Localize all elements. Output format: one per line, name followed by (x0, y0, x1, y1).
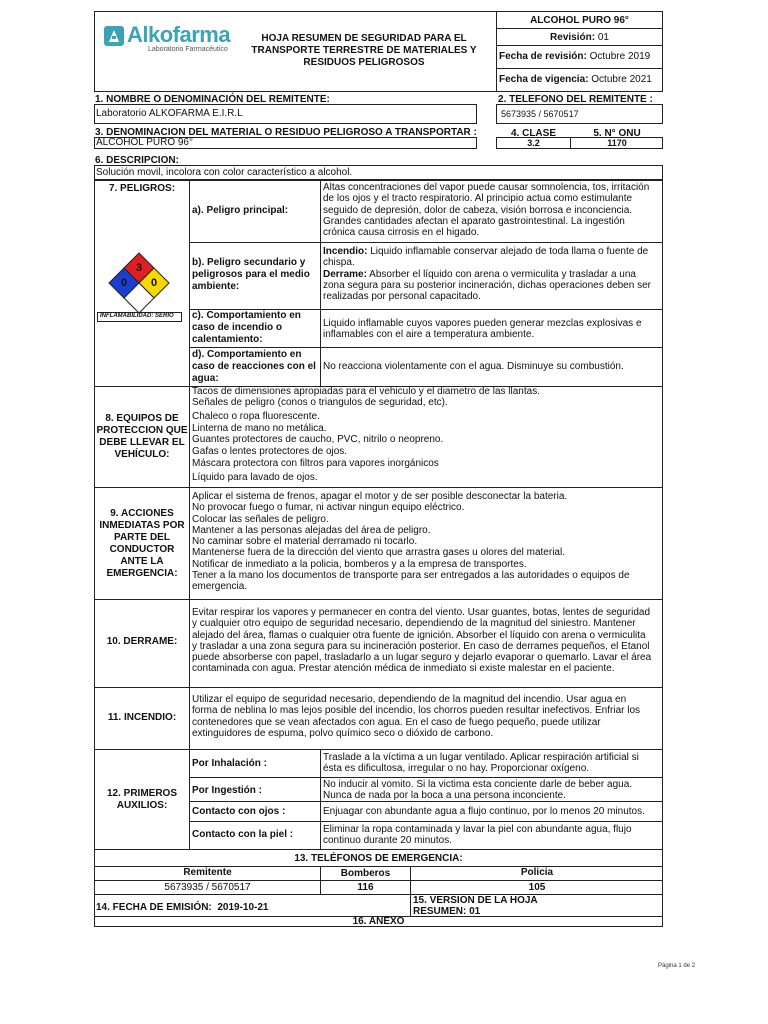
skin-contact-label: Contacto con la piel : (192, 829, 294, 840)
skin-contact-text: Eliminar la ropa contaminada y lavar la piel con abundante agua, flujo continuo durante 20 minutos. (323, 824, 632, 847)
issue-date-field: 14. FECHA DE EMISIÓN: 2019-10-21 (96, 902, 269, 913)
list-item: Colocar las señales de peligro. (192, 513, 329, 525)
nfpa-reactivity: 0 (150, 277, 158, 289)
phone-header-police: Policia (520, 867, 554, 878)
sender-phone-value: 5673935 / 5670517 (501, 109, 579, 119)
phone-header-firefighters: Bomberos (340, 868, 391, 879)
revision-field: Revisión: 01 (550, 32, 609, 43)
class-label: 4. CLASE (510, 128, 556, 139)
list-item: Tener a la mano los documentos de transporte para ser entregados a las autoridades o equipos de emergencia. (192, 570, 630, 593)
inhalation-text: Traslade a la víctima a un lugar ventilado. Aplicar respiración artificial si ésta es dificultosa, irregular o no hay. Proporcionar oxígeno. (323, 752, 639, 775)
secondary-hazard-label: b). Peligro secundario y peligrosos para el medio ambiente: (192, 257, 310, 292)
brand-name: Alkofarma (127, 22, 231, 47)
list-item: No provocar fuego o fumar, ni activar ningun equipo eléctrico. (192, 502, 465, 514)
secondary-hazard-text: Incendio: Liquido inflamable conservar alejado de toda llama o fuente de chispa. Derrame: Absorber el líquido con arena o vermiculita y trasladar a una zona segura para su posterior incineración, dichas operaciones deben ser realizadas por personal capacitado. (323, 246, 651, 303)
spill-label: 10. DERRAME: (106, 636, 178, 647)
un-number-value: 1170 (607, 138, 627, 148)
water-reaction-text: No reacciona violentamente con el agua. Disminuye su combustión. (323, 361, 624, 372)
list-item: Chaleco o ropa fluorescente. (192, 410, 320, 422)
un-number-label: 5. N° ONU (593, 128, 641, 139)
list-item: No caminar sobre el material derramado ni tocarlo. (192, 536, 418, 548)
nfpa-health: 0 (120, 277, 128, 289)
phone-header-sender: Remitente (183, 867, 232, 878)
spill-text: Evitar respirar los vapores y permanecer en contra del viento. Usar guantes, botas, lentes de seguridad y cualquier otro equipo de seguridad necesario, dependiendo de la magnitud del siniestro. Mantener alejado del área, flamas o cualquier otra fuente de ignición. Absorber el líquido con arena o vermiculita y trasladar a una zona segura para su incineración posterior. En caso de derrames pequeños, el Etanol puede absorberse con papel, trasladarlo a un lugar seguro y dejarlo evaporar o quemarlo. Lavar el área contaminada con agua. Prestar atención médica de inmediato si existe malestar en el paciente. (192, 607, 652, 675)
phone-firefighters: 116 (357, 882, 374, 893)
eye-contact-label: Contacto con ojos : (192, 806, 286, 817)
protective-equipment-list (192, 386, 660, 483)
list-item: Mantenerse fuera de la dirección del viento que arrastra gases u olores del material. (192, 547, 565, 559)
protective-equipment-label: 8. EQUIPOS DE PROTECCION QUE DEBE LLEVAR EL VEHÍCULO: (96, 413, 188, 460)
validity-date-field: Fecha de vigencia: Octubre 2021 (499, 74, 652, 85)
description-label: 6. DESCRIPCION: (95, 155, 179, 166)
list-item: Aplicar el sistema de frenos, apagar el motor y de ser posible desconectar la bateria. (192, 491, 568, 502)
inhalation-label: Por Inhalación : (192, 758, 268, 769)
list-item: Líquido para lavado de ojos. (192, 472, 318, 484)
list-item: Señales de peligro (conos o triangulos de seguridad, etc). (192, 397, 448, 409)
material-label: 3. DENOMINACION DEL MATERIAL O RESIDUO PELIGROSO A TRANSPORTAR : (95, 127, 477, 138)
nfpa-flammability: 3 (135, 262, 143, 274)
description-value: Solución movil, incolora con color característico a alcohol. (96, 167, 353, 178)
product-name: ALCOHOL PURO 96° (530, 15, 629, 26)
fire-behavior-label: c). Comportamiento en caso de incendio o calentamiento: (192, 310, 301, 345)
primary-hazard-text: Altas concentraciones del vapor puede causar somnolencia, tos, irritación de los ojos y el tracto respiratorio. Al principio actua como estimulante seguido de depresión, dolor de cabeza, visión borrosa e inconciencia. Grandes cantidades afectan el aparato gastrointestinal. La ingestión crónica causa cirrosis en el higado. (323, 182, 650, 239)
alkofarma-logo-icon (104, 26, 124, 46)
phone-sender: 5673935 / 5670517 (164, 882, 251, 893)
water-reaction-label: d). Comportamiento en caso de reacciones con el agua: (192, 349, 316, 384)
material-value: ALCOHOL PURO 96° (96, 137, 193, 148)
list-item: Gafas o lentes protectores de ojos. (192, 446, 348, 458)
list-item: Guantes protectores de caucho, PVC, nitrilo o neopreno. (192, 434, 444, 446)
immediate-actions-list (192, 491, 660, 593)
annex-label: 16. ANEXO (352, 916, 405, 927)
eye-contact-text: Enjuagar con abundante agua a flujo continuo, por lo menos 20 minutos. (323, 806, 645, 817)
sender-phone-label: 2. TELEFONO DEL REMITENTE : (498, 94, 653, 105)
revision-date-field: Fecha de revisión: Octubre 2019 (499, 51, 651, 62)
list-item: Tacos de dimensiones apropiadas para el vehiculo y el diametro de las llantas. (192, 386, 540, 397)
list-item: Linterna de mano no metálica. (192, 422, 327, 434)
version-field: 15. VERSION DE LA HOJA RESUMEN: 01 (413, 895, 538, 917)
emergency-phones-label: 13. TELÉFONOS DE EMERGENCIA: (294, 853, 463, 864)
document-title: HOJA RESUMEN DE SEGURIDAD PARA EL TRANSPORTE TERRESTRE DE MATERIALES Y RESIDUOS PELIGROSOS (251, 33, 477, 68)
list-item: Notificar de inmediato a la policia, bomberos y a la empresa de transportes. (192, 558, 527, 570)
first-aid-label: 12. PRIMEROS AUXILIOS: (106, 788, 178, 811)
ingestion-text: No inducir al vomito. Si la victima esta conciente darle de beber agua. Nunca de nada por la boca a una persona inconciente. (323, 779, 633, 802)
brand-subtitle: Laboratorio Farmacéutico (148, 46, 228, 53)
fire-text: Utilizar el equipo de seguridad necesario, dependiendo de la magnitud del incendio. Usar agua en forma de neblina lo mas lejos posible del incendio, los chorros pueden resultar inefectivos. Enfriar los contenedores que se vean afectados con agua. En el caso de fuego pequeño, puede utilizar extinguidores de espuma, polvo químico seco o dióxido de carbono. (192, 694, 641, 739)
ingestion-label: Por Ingestión : (192, 785, 262, 796)
list-item: Mantener a las personas alejadas del área de peligro. (192, 524, 431, 536)
list-item: Máscara protectora con filtros para vapores inorgánicos (192, 457, 439, 469)
sender-name-value: Laboratorio ALKOFARMA E.I.R.L (96, 108, 243, 119)
sender-name-label: 1. NOMBRE O DENOMINACIÓN DEL REMITENTE: (95, 94, 330, 105)
immediate-actions-label: 9. ACCIONES INMEDIATAS POR PARTE DEL CONDUCTOR ANTE LA EMERGENCIA: (99, 508, 185, 579)
primary-hazard-label: a). Peligro principal: (192, 205, 289, 216)
class-value: 3.2 (527, 138, 540, 148)
nfpa-caption: INFLAMABILIDAD: SERIO (100, 313, 174, 319)
fire-label: 11. INCENDIO: (107, 712, 177, 723)
phone-police: 105 (528, 882, 546, 893)
hazards-label: 7. PELIGROS: (108, 183, 176, 194)
fire-behavior-text: Liquido inflamable cuyos vapores pueden generar mezclas explosivas e inflamables con el aire a temperatura ambiente. (323, 318, 642, 341)
page-number: Página 1 de 2 (658, 963, 696, 969)
